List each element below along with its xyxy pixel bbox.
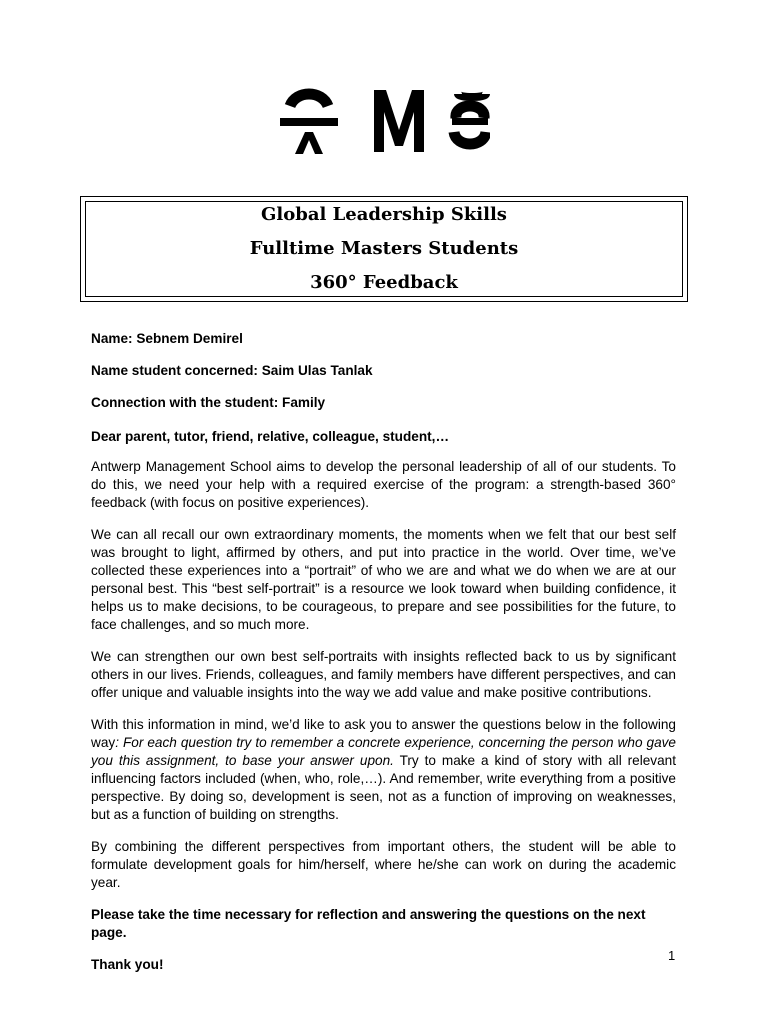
title-line-2: Fulltime Masters Students (249, 238, 519, 259)
title-box (80, 196, 688, 302)
paragraph-4-start: With this information in mind, we’d like to ask you to answer the questions below in the following way (91, 717, 676, 750)
title-line-1: Global Leadership Skills (261, 204, 507, 225)
meta-name: Name: Sebnem Demirel (91, 331, 243, 346)
ams-logo (278, 84, 490, 156)
paragraph-1: Antwerp Management School aims to develop the personal leadership of all of our students. To do this, we need your help with a required exercise of the program: a strength-based 360° feedback (with focus on positive experiences). (91, 459, 676, 510)
title-box-inner (85, 201, 683, 297)
paragraph-4-end: Try to make a kind of story with all relevant influencing factors included (when, who, role,…). And remember, write everything from a positive perspective. By doing so, development is seen, not as a function of improving on weaknesses, but as a function of building on strengths. (91, 753, 676, 822)
paragraph-4-italic: : For each question try to remember a concrete experience, concerning the person who gave you this assignment, to base your answer upon. (91, 735, 676, 768)
paragraph-5: By combining the different perspectives from important others, the student will be able to formulate development goals for him/herself, where he/she can work on during the academic year. (91, 839, 676, 890)
paragraph-6: Please take the time necessary for reflection and answering the questions on the next page. (91, 907, 646, 940)
paragraph-4 (91, 716, 676, 824)
letter-body (91, 330, 676, 988)
page-number: 1 (668, 948, 676, 963)
title-line-3: 360° Feedback (310, 272, 458, 293)
meta-connection: Connection with the student: Family (91, 395, 326, 410)
meta-block (91, 330, 676, 412)
thanks-line: Thank you! (91, 957, 164, 972)
meta-student: Name student concerned: Saim Ulas Tanlak (91, 363, 373, 378)
paragraph-3: We can strengthen our own best self-portraits with insights reflected back to us by significant others in our lives. Friends, colleagues, and family members have different perspectives, and can offer unique and valuable insights into the way we add value and make positive contributions. (91, 649, 676, 700)
paragraph-2: We can all recall our own extraordinary moments, the moments when we felt that our best self was brought to light, affirmed by others, and put into practice in the world. Over time, we’ve collected these experiences into a “portrait” of who we are and what we do when we are at our personal best. This “best self-portrait” is a resource we look toward when building confidence, it helps us to make decisions, to be courageous, to prepare and see possibilities for the future, to face challenges, and so much more. (91, 527, 676, 632)
greeting: Dear parent, tutor, friend, relative, colleague, student,… (91, 429, 450, 444)
